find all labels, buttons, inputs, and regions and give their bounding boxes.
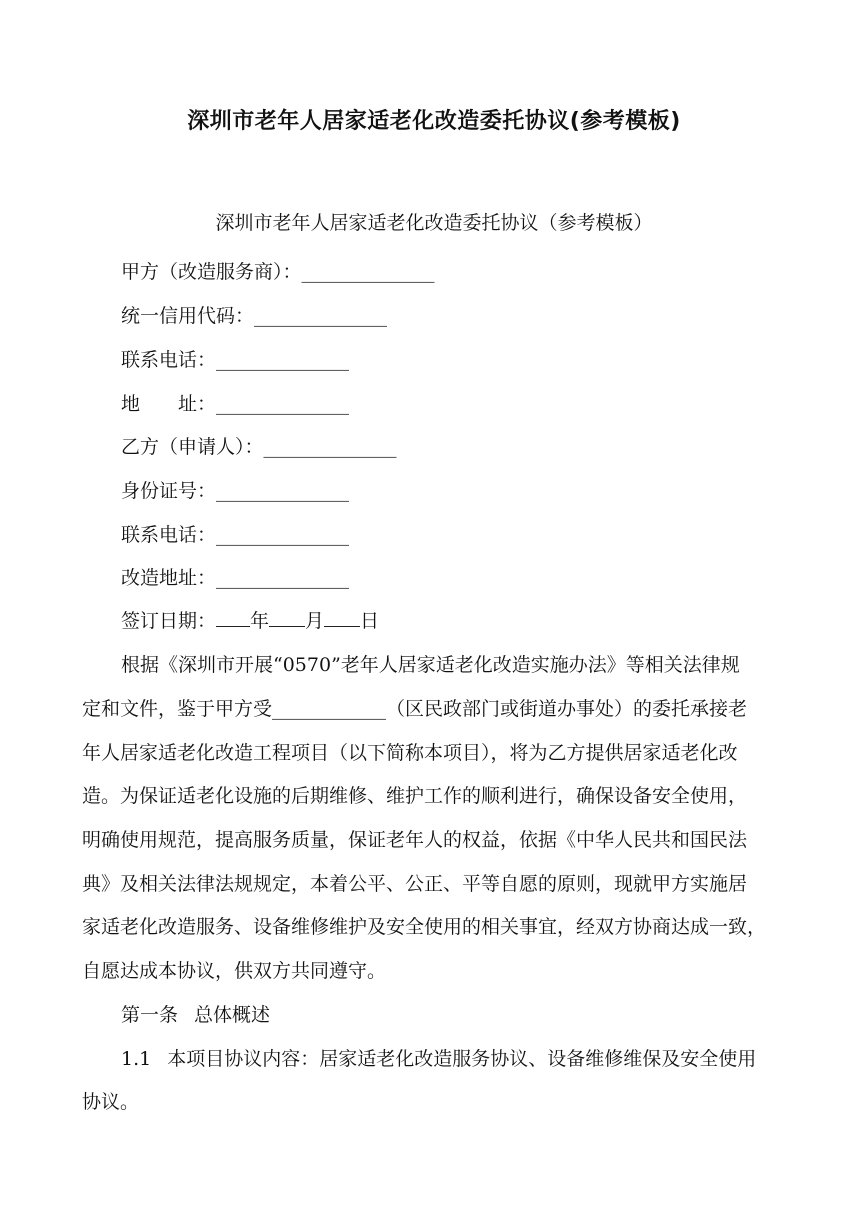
article-number: 第一条 bbox=[121, 1004, 179, 1026]
clause-line bbox=[121, 1044, 756, 1071]
field-label: 乙方（申请人）： bbox=[121, 436, 264, 458]
field-blank: ______________ bbox=[216, 393, 350, 415]
article-heading bbox=[121, 1000, 270, 1027]
field-label: 改造地址： bbox=[121, 567, 217, 589]
paragraph-line: 家适老化改造服务、设备维修维护及安全使用的相关事宜，经双方协商达成一致， bbox=[82, 916, 767, 938]
paragraph-line: 年人居家适老化改造工程项目（以下简称本项目），将为乙方提供居家适老化改 bbox=[82, 742, 738, 764]
field-id-number bbox=[121, 476, 349, 503]
field-label: 统一信用代码： bbox=[121, 305, 255, 327]
field-blank: ______________ bbox=[216, 567, 350, 589]
clause-number: 1.1 bbox=[121, 1048, 152, 1070]
field-blank: ______________ bbox=[254, 305, 388, 327]
month-blank bbox=[269, 606, 305, 627]
field-phone-b bbox=[121, 520, 349, 547]
field-label: 身份证号： bbox=[121, 480, 217, 502]
paragraph-line: 造。为保证适老化设施的后期维修、维护工作的顺利进行，确保设备安全使用， bbox=[82, 785, 748, 807]
article-title: 总体概述 bbox=[194, 1004, 271, 1026]
paragraph-line: 明确使用规范，提高服务质量，保证老年人的权益，依据《中华人民共和国民法 bbox=[82, 829, 748, 851]
department-blank: ____________ bbox=[272, 698, 387, 720]
year-blank bbox=[216, 606, 250, 627]
field-blank: ______________ bbox=[301, 261, 435, 283]
main-title: 深圳市老年人居家适老化改造委托协议(参考模板) bbox=[187, 109, 681, 134]
sign-date-label: 签订日期： bbox=[121, 610, 217, 632]
field-party-b bbox=[121, 432, 397, 459]
field-party-a bbox=[121, 257, 435, 284]
month-label: 月 bbox=[305, 610, 325, 632]
field-label: 联系电话： bbox=[121, 524, 217, 546]
clause-text: 本项目协议内容：居家适老化改造服务协议、设备维修维保及安全使用 bbox=[167, 1048, 757, 1070]
year-label: 年 bbox=[250, 610, 270, 632]
subtitle: 深圳市老年人居家适老化改造委托协议（参考模板） bbox=[215, 212, 653, 234]
field-blank: ______________ bbox=[263, 436, 397, 458]
field-blank: ______________ bbox=[216, 524, 350, 546]
paragraph-line bbox=[82, 694, 747, 721]
field-label: 地 址： bbox=[121, 393, 217, 415]
paragraph-line: 自愿达成本协议，供双方共同遵守。 bbox=[82, 960, 387, 982]
paragraph-line: 根据《深圳市开展“0570”老年人居家适老化改造实施办法》等相关法律规 bbox=[121, 654, 740, 676]
field-blank: ______________ bbox=[216, 480, 350, 502]
paragraph-text: （区民政部门或街道办事处）的委托承接老 bbox=[386, 698, 748, 720]
paragraph-text: 定和文件，鉴于甲方受 bbox=[82, 698, 273, 720]
field-credit-code bbox=[121, 301, 387, 328]
field-label: 甲方（改造服务商）： bbox=[121, 261, 302, 283]
clause-line: 协议。 bbox=[82, 1091, 140, 1113]
sign-date bbox=[121, 606, 379, 633]
field-renovation-address bbox=[121, 563, 349, 590]
field-phone-a bbox=[121, 345, 349, 372]
day-label: 日 bbox=[360, 610, 380, 632]
field-label: 联系电话： bbox=[121, 349, 217, 371]
field-blank: ______________ bbox=[216, 349, 350, 371]
paragraph-line: 典》及相关法律法规规定，本着公平、公正、平等自愿的原则，现就甲方实施居 bbox=[82, 873, 748, 895]
day-blank bbox=[324, 606, 360, 627]
field-address-a bbox=[121, 389, 349, 416]
